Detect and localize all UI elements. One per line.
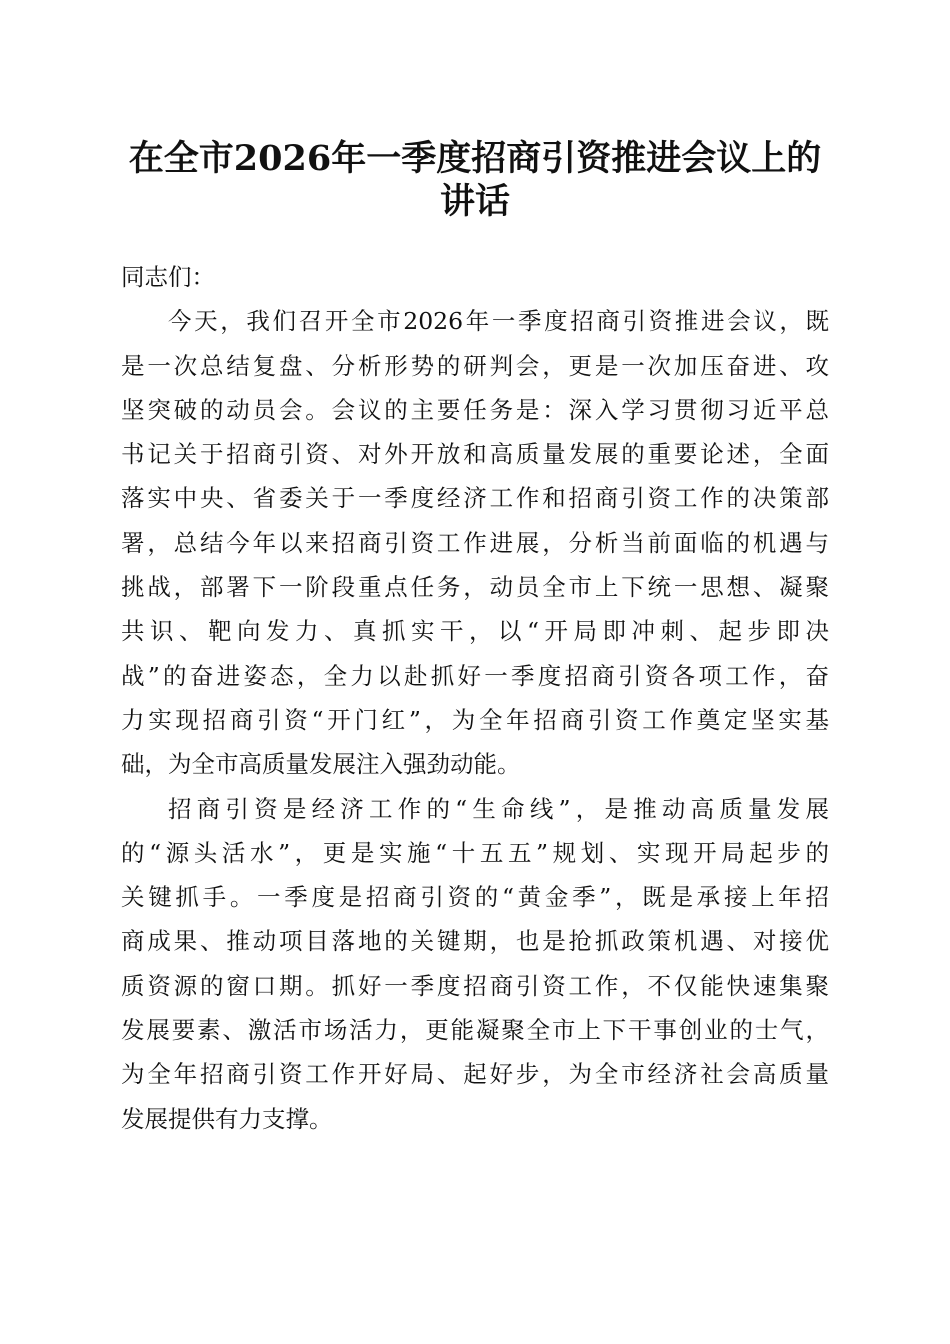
paragraph-line: 共识、靶向发力、真抓实干，以“开局即冲刺、起步即决 [121, 617, 829, 646]
title-line: 在全市2026年一季度招商引资推进会议上的 [128, 138, 822, 179]
paragraph-line: 质资源的窗口期。抓好一季度招商引资工作，不仅能快速集聚 [121, 971, 829, 1000]
paragraph-1 [121, 299, 829, 786]
paragraph-line: 关键抓手。一季度是招商引资的“黄金季”，既是承接上年招 [121, 883, 829, 912]
paragraph-line: 战”的奋进姿态，全力以赴抓好一季度招商引资各项工作，奋 [121, 661, 829, 690]
paragraph-line: 发展提供有力支撑。 [121, 1104, 333, 1133]
salutation: 同志们： [121, 263, 215, 291]
document-body [121, 255, 829, 1141]
paragraph-2 [121, 787, 829, 1141]
paragraph-line: 坚突破的动员会。会议的主要任务是：深入学习贯彻习近平总 [121, 395, 829, 424]
paragraph-line: 础，为全市高质量发展注入强劲动能。 [121, 750, 521, 779]
paragraph-line: 今天，我们召开全市2026年一季度招商引资推进会议，既 [168, 307, 829, 336]
title-line: 讲话 [439, 181, 510, 222]
paragraph-line: 力实现招商引资“开门红”，为全年招商引资工作奠定坚实基 [121, 705, 829, 734]
paragraph-line: 招商引资是经济工作的“生命线”，是推动高质量发展 [168, 794, 829, 823]
paragraph-line: 是一次总结复盘、分析形势的研判会，更是一次加压奋进、攻 [121, 351, 829, 380]
paragraph-line: 署，总结今年以来招商引资工作进展，分析当前面临的机遇与 [121, 528, 829, 557]
document-title [120, 137, 830, 223]
paragraph-line: 为全年招商引资工作开好局、起好步，为全市经济社会高质量 [121, 1060, 829, 1089]
paragraph-line: 挑战，部署下一阶段重点任务，动员全市上下统一思想、凝聚 [121, 573, 829, 602]
paragraph-line: 的“源头活水”，更是实施“十五五”规划、实现开局起步的 [121, 838, 829, 867]
paragraph-line: 商成果、推动项目落地的关键期，也是抢抓政策机遇、对接优 [121, 927, 829, 956]
paragraph-line: 书记关于招商引资、对外开放和高质量发展的重要论述，全面 [121, 440, 829, 469]
paragraph-line: 发展要素、激活市场活力，更能凝聚全市上下干事创业的士气， [121, 1016, 829, 1045]
paragraph-line: 落实中央、省委关于一季度经济工作和招商引资工作的决策部 [121, 484, 829, 513]
